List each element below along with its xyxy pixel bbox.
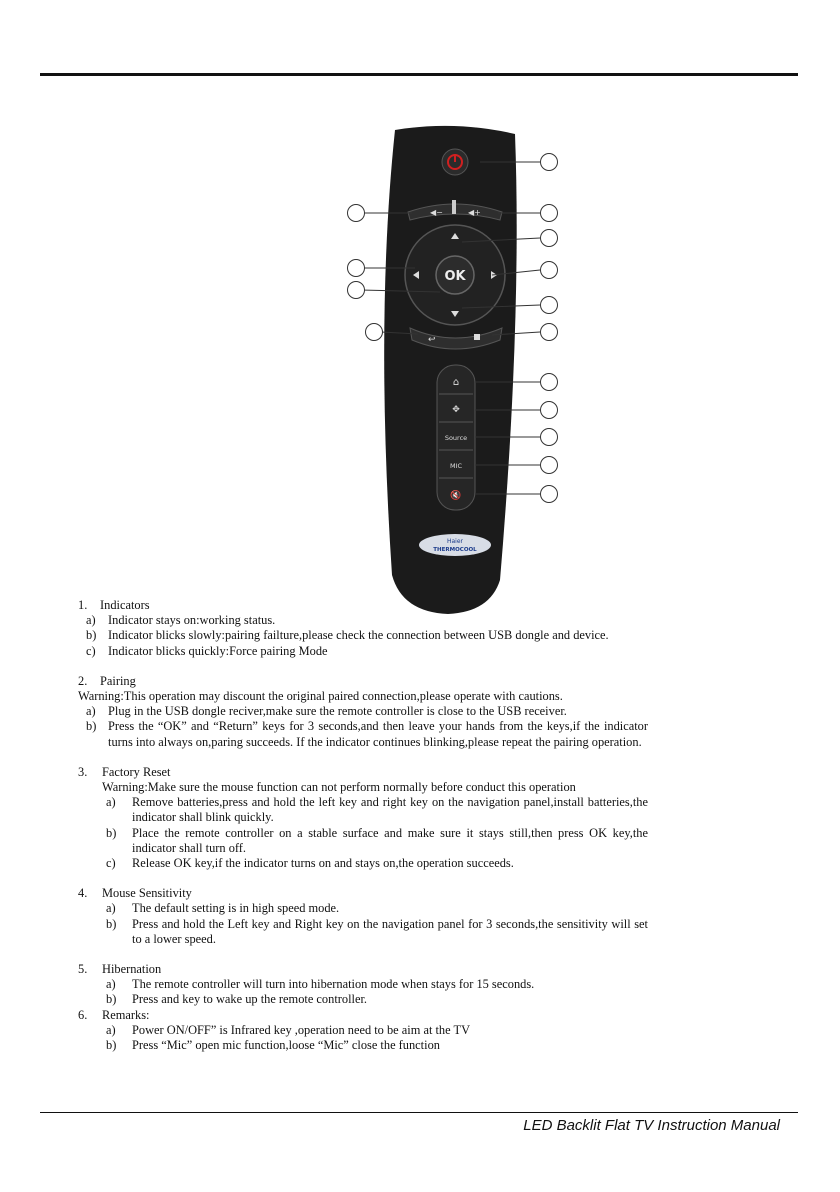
callout-marker: [348, 205, 365, 222]
list-item: c) Release OK key,if the indicator turns on and stays on,the operation succeeds.: [106, 856, 514, 871]
list-item: b) Indicator blicks slowly:pairing failture,please check the connection between USB dongle and device.: [86, 628, 609, 643]
header-rule: [40, 73, 798, 76]
callout-marker: [541, 297, 558, 314]
callout-marker: [348, 260, 365, 277]
list-item: b) Press and key to wake up the remote controller.: [106, 992, 368, 1007]
callout-marker: [541, 429, 558, 446]
callout-marker: [366, 324, 383, 341]
ok-label: OK: [444, 269, 466, 284]
list-item: a) The remote controller will turn into hibernation mode when stays for 15 seconds.: [106, 977, 535, 992]
svg-text:Haier: Haier: [446, 538, 464, 545]
list-item: b) Press “Mic” open mic function,loose “Mic” close the function: [106, 1038, 440, 1053]
footer-rule: [40, 1112, 798, 1113]
instructions: [78, 598, 648, 1053]
volume-up-icon: ◀+: [468, 208, 481, 217]
home-icon: ⌂: [452, 377, 460, 388]
section-title: 2. Pairing: [78, 673, 136, 688]
footer-title: LED Backlit Flat TV Instruction Manual: [523, 1117, 780, 1134]
list-item: a) Indicator stays on:working status.: [86, 613, 276, 628]
callout-marker: [541, 154, 558, 171]
section-title: 5. Hibernation: [78, 962, 162, 977]
warning-text: Warning:This operation may discount the original paired connection,please operate with cautions.: [78, 689, 563, 704]
callout-marker: [541, 324, 558, 341]
callout-marker: [541, 374, 558, 391]
list-item: c) Indicator blicks quickly:Force pairing Mode: [86, 643, 328, 658]
list-item: a) Remove batteries,press and hold the left key and right key on the navigation panel,install batteries,the indicator shall blink quickly.: [106, 795, 648, 825]
list-item: b) Press and hold the Left key and Right key on the navigation panel for 3 seconds,the sensitivity will set to a lower speed.: [106, 916, 648, 946]
warning-text: Warning:Make sure the mouse function can not perform normally before conduct this operation: [102, 780, 576, 795]
menu-icon: [474, 334, 480, 340]
return-icon: ↩: [428, 335, 436, 345]
callout-marker: [541, 486, 558, 503]
callout-marker: [541, 457, 558, 474]
volume-down-icon: ◀−: [430, 208, 443, 217]
mute-icon: 🔇: [450, 491, 462, 501]
section-title: 1. Indicators: [78, 598, 150, 612]
section-title: 3. Factory Reset: [78, 764, 171, 779]
source-label: Source: [444, 434, 468, 442]
svg-text:THERMOCOOL: THERMOCOOL: [433, 547, 477, 553]
list-item: a) Power ON/OFF” is Infrared key ,operation need to be aim at the TV: [106, 1022, 471, 1037]
mic-label: MIC: [449, 462, 463, 470]
callout-marker: [541, 262, 558, 279]
remote-control-figure: [340, 120, 570, 620]
callout-marker: [541, 205, 558, 222]
callout-marker: [348, 282, 365, 299]
section-title: 4. Mouse Sensitivity: [78, 886, 192, 901]
list-item: b) Place the remote controller on a stable surface and make sure it stays still,then press OK key,the indicator shall turn off.: [106, 825, 648, 855]
section-title: 6. Remarks:: [78, 1007, 150, 1022]
callout-marker: [541, 230, 558, 247]
callout-marker: [541, 402, 558, 419]
list-item: a) The default setting is in high speed mode.: [106, 901, 340, 916]
list-item: a) Plug in the USB dongle reciver,make sure the remote controller is close to the USB receiver.: [86, 704, 567, 719]
mouse-mode-icon: ✥: [452, 405, 460, 415]
list-item: b) Press the “OK” and “Return” keys for 3 seconds,and then leave your hands from the keys,if the indicator turns into always on,paring succeeds. If the indicator continues blinking,please repeat the pairing operation.: [86, 719, 648, 749]
